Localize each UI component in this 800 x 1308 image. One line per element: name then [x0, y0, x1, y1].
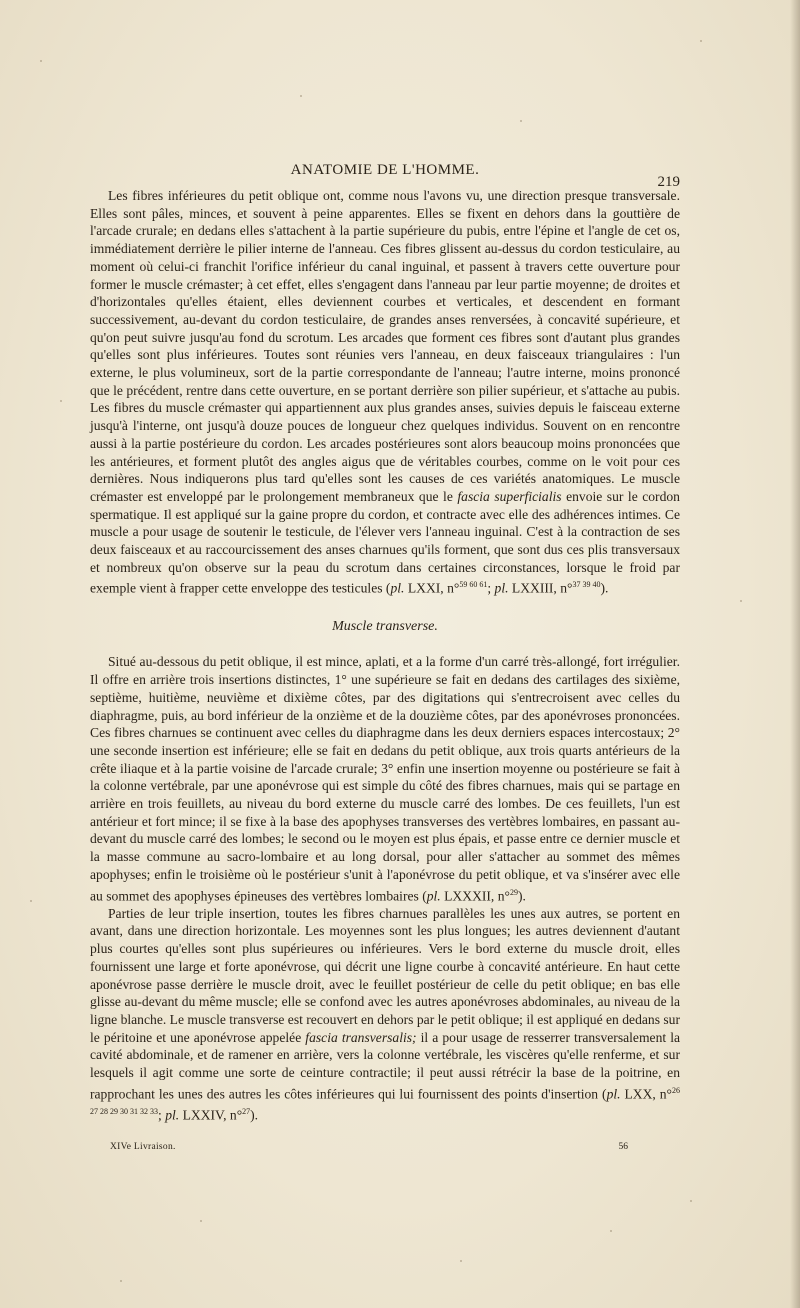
plate-ref-italic: pl. — [165, 1107, 180, 1123]
page-number: 219 — [657, 174, 680, 190]
plate-ref: LXXIII, n° — [511, 581, 573, 596]
paragraph-text: Les fibres inférieures du petit oblique ont, comme nous l'avons vu, une direction presque transversale. Elles sont pâles, minces, et souvent à peine apparentes. Elles se fixent en dehors dans la gouttière de l'arcade crurale; en dedans elles s'attachent à la partie supérieure du pubis, entre l'épine et l'angle de cet os, immédiatement derrière le pilier interne de l'anneau. Ces fibres glissent au-dessus du cordon testiculaire, au moment où celui-ci franchit l'orifice inférieur du canal inguinal, et passent à travers cette ouverture pour former le muscle crémaster; à cet effet, elles s'engagent dans l'anneau par leur partie moyenne; de droites et d'horizontales qu'elles étaient, elles deviennent courbes et verticales, et descendent en formant successivement, au-devant du cordon testiculaire, de grandes anses renversées, à concavité supérieure, et qu'on peut suivre jusqu'au fond du scrotum. Les arcades que forment ces fibres sont d'autant plus grandes qu'elles sont plus inférieures. Toutes sont réunies vers l'anneau, en deux faisceaux triangulaires : l'un externe, le plus volumineux, sort de la partie correspondante de l'anneau; l'autre interne, moins prononcé que le précédent, rentre dans cette ouverture, en se portant derrière son pilier supérieur, et s'attache au pubis. Les fibres du muscle crémaster qui appartiennent aux plus grandes anses, suivies depuis le faisceau externe jusqu'à l'interne, ont jusqu'à douze pouces de longueur chez quelques individus. Souvent on en rencontre aussi à la partie postérieure du cordon. Les arcades postérieures sont alors beaucoup moins prononcées que les antérieures, et forment plutôt des angles aigus que de véritables courbes, comme on le voit pour ces dernières. Nous indiquerons plus tard qu'elles sont les causes de ces variétés anatomiques. Le muscle crémaster est enveloppé par le prolongement membraneux que le — [90, 188, 680, 504]
page-header — [90, 162, 680, 188]
paper-speck — [740, 600, 742, 602]
paragraph-text: ). — [517, 888, 526, 904]
paragraph: Parties de leur triple insertion, toutes les fibres charnues parallèles les unes aux autres, se portent en avant, dans une direction horizontale. Les moyennes sont les plus longues; les autres deviennent d'autant plus courtes qu'elles sont plus supérieures ou inférieures. Vers le bord externe du muscle droit, elles fournissent une large et forte aponévrose, qui décrit une ligne courbe à concavité antérieure. En haut cette aponévrose passe derrière le muscle droit, avec le feuillet postérieur de celle du petit oblique; en bas elle glisse au-devant du même muscle; elle se confond avec les autres aponévroses abdominales, au niveau de la ligne blanche. Le muscle transverse est recouvert en dehors par le petit oblique; il est appliqué en dedans sur le péritoine et une aponévrose appelée fascia transversalis; il a pour usage de resserrer transversalement la cavité abdominale, et de ramener en arrière, vers la colonne vertébrale, les viscères qu'elle renferme, et sur lesquels il agit comme une sorte de ceinture contractile; il peut aussi rétrécir la base de la poitrine, en rapprochant les unes des autres les côtes inférieures qui lui fournissent des points d'insertion (pl. LXX, n°$^{26 27 28 29 30 31 32 33}$; pl. LXXIV, n°$^{27}$). — [90, 905, 680, 1123]
paper-speck — [700, 40, 702, 42]
italic-term: fascia superficialis — [457, 488, 562, 504]
plate-ref-italic: pl. — [606, 1086, 621, 1102]
paper-speck — [60, 400, 62, 402]
italic-term: fascia transversalis; — [305, 1029, 417, 1045]
paper-speck — [520, 120, 522, 122]
page-edge-shadow — [790, 0, 800, 1308]
paragraph-text: envoie sur le cordon spermatique. Il est appliqué sur la gaine propre du cordon, et contracte avec elle des adhérences intimes. Ce muscle a pour usage de soutenir le testicule, de l'élever vers l'anneau inguinal. C'est à la contraction de ses deux faisceaux et au raccourcissement des anses charnues qu'ils forment, que sont dus ces plis transversaux et nombreux qu'on observe sur la peau du scrotum dans certaines circonstances, lorsque le froid par exemple vient à frapper cette enveloppe des testicules ( — [90, 488, 680, 596]
paragraph-text: ). — [250, 1107, 259, 1123]
sheet-number: 56 — [618, 1142, 628, 1152]
plate-ref-numbers: 27 — [242, 1107, 251, 1117]
section-title: Muscle transverse. — [332, 618, 438, 634]
paragraph — [90, 653, 680, 904]
paragraph: Les fibres inférieures du petit oblique ont, comme nous l'avons vu, une direction presque transversale. Elles sont pâles, minces, et souvent à peine apparentes. Elles se fixent en dehors dans la gouttière de l'arcade crurale; en dedans elles s'attachent à la partie supérieure du pubis, entre l'épine et l'angle de cet os, immédiatement derrière le pilier interne de l'anneau. Ces fibres glissent au-dessus du cordon testiculaire, au moment où celui-ci franchit l'orifice inférieur du canal inguinal, et passent à travers cette ouverture pour former le muscle crémaster; à cet effet, elles s'engagent dans l'anneau par leur partie moyenne; de droites et d'horizontales qu'elles étaient, elles deviennent courbes et verticales, et descendent en formant successivement, au-devant du cordon testiculaire, de grandes anses renversées, à concavité supérieure, et qu'on peut suivre jusqu'au fond du scrotum. Les arcades que forment ces fibres sont d'autant plus grandes qu'elles sont plus inférieures. Toutes sont réunies vers l'anneau, en deux faisceaux triangulaires : l'un externe, le plus volumineux, sort de la partie correspondante de l'anneau; l'autre interne, moins prononcé que le précédent, rentre dans cette ouverture, en se portant derrière son pilier supérieur, et s'attache au pubis. Les fibres du muscle crémaster qui appartiennent aux plus grandes anses, suivies depuis le faisceau externe jusqu'à l'interne, ont jusqu'à douze pouces de longueur chez quelques individus. Souvent on en rencontre aussi à la partie postérieure du cordon. Les arcades postérieures sont alors beaucoup moins prononcées que les antérieures, et forment plutôt des angles aigus que de véritables courbes, comme on le voit pour ces dernières. Nous indiquerons plus tard qu'elles sont les causes de ces variétés anatomiques. Le muscle crémaster est enveloppé par le prolongement membraneux que le fascia superficialis envoie sur le cordon spermatique. Il est appliqué sur la gaine propre du cordon, et contracte avec elle des adhérences intimes. Ce muscle a pour usage de soutenir le testicule, de l'élever vers l'anneau inguinal. C'est à la contraction de ses deux faisceaux et au raccourcissement des anses charnues qu'ils forment, que sont dus ces plis transversaux et nombreux qu'on observe sur la peau du scrotum dans certaines circonstances, lorsque le froid par exemple vient à frapper cette enveloppe des testicules (pl. LXXI, n°$^{59 60 61}$; pl. LXXIII, n°$^{37 39 40}$). — [90, 188, 680, 596]
plate-ref-numbers: 59 60 61 — [459, 580, 488, 590]
plate-ref-numbers: 37 39 40 — [572, 580, 601, 590]
paragraph-text: ). — [600, 581, 609, 596]
plate-ref-italic: pl. — [390, 581, 405, 596]
paper-speck — [40, 60, 42, 62]
paper-speck — [30, 900, 32, 902]
paper-speck — [610, 1230, 612, 1232]
signature-mark: XIVe Livraison. — [110, 1142, 176, 1152]
plate-ref-numbers: 26 27 28 29 30 31 32 33 — [90, 1085, 680, 1117]
main-text — [90, 187, 680, 1124]
plate-ref: LXX, n° — [624, 1086, 672, 1102]
page-footer — [110, 1142, 628, 1158]
plate-ref: LXXI, n° — [407, 581, 460, 596]
paper-speck — [690, 1200, 692, 1202]
plate-ref: LXXIV, n° — [182, 1107, 243, 1123]
paragraph-text: Parties de leur triple insertion, toutes les fibres charnues parallèles les unes aux autres, se portent en avant, dans une direction horizontale. Les moyennes sont les plus longues; les autres deviennent d'autant plus courtes qu'elles sont plus supérieures ou inférieures. Vers le bord externe du muscle droit, elles fournissent une large et forte aponévrose, qui décrit une ligne courbe à concavité antérieure. En haut cette aponévrose passe derrière le muscle droit, avec le feuillet postérieur de celle du petit oblique; en bas elle glisse au-devant du même muscle; elle se confond avec les autres aponévroses abdominales, au niveau de la ligne blanche. Le muscle transverse est recouvert en dehors par le petit oblique; il est appliqué en dedans sur le péritoine et une aponévrose appelée — [90, 905, 680, 1045]
paper-speck — [200, 1220, 202, 1222]
paragraph-text: il a pour usage de resserrer transversalement la cavité abdominale, et de ramener en arrière, vers la colonne vertébrale, les viscères qu'elle renferme, et sur lesquels il agit comme une sorte de ceinture contractile; il peut aussi rétrécir la base de la poitrine, en rapprochant les unes des autres les côtes inférieures qui lui fournissent des points d'insertion ( — [90, 1029, 680, 1102]
paper-speck — [300, 95, 302, 97]
running-title: ANATOMIE DE L'HOMME. — [290, 162, 480, 178]
plate-ref-numbers: 29 — [509, 887, 518, 897]
plate-ref-italic: pl. — [494, 581, 509, 596]
paper-speck — [120, 1280, 122, 1282]
plate-ref-italic: pl. — [426, 888, 441, 904]
paragraph-text: Situé au-dessous du petit oblique, il est mince, aplati, et a la forme d'un carré très-allongé, fort irrégulier. Il offre en arrière trois insertions distinctes, 1° une supérieure se fait en dedans des cartilages des sixième, septième, huitième, neuvième et dixième côtes, par des digitations qui s'entrecroisent avec celles du diaphragme, puis, au bord inférieur de la onzième et de la douzième côtes, par des aponévroses prononcées. Ces fibres charnues se continuent avec celles du diaphragme dans les deux derniers espaces intercostaux; 2° une seconde insertion est inférieure; elle se fait en dedans du petit oblique, aux trois quarts antérieurs de la crête iliaque et à la partie voisine de l'arcade crurale; 3° enfin une insertion moyenne ou postérieure se fait à la colonne vertébrale, par une aponévrose qui est simple du côté des fibres charnues, mais qui se partage en arrière en trois feuillets, au niveau du bord externe du muscle carré des lombes. De ces feuillets, l'un est antérieur et fort mince; il se fixe à la base des apophyses transverses des vertèbres lombaires, en passant au-devant du muscle carré des lombes; le second ou le moyen est plus épais, et passe entre ce dernier muscle et la masse commune au sacro-lombaire et au long dorsal, pour aller s'attacher au sommet des mêmes apophyses; enfin le troisième où le postérieur s'unit à l'aponévrose du petit oblique, et va s'insérer avec elle au sommet des apophyses épineuses des vertèbres lombaires ( — [90, 654, 680, 904]
plate-ref: LXXXII, n° — [444, 888, 510, 904]
paper-speck — [460, 1260, 462, 1262]
